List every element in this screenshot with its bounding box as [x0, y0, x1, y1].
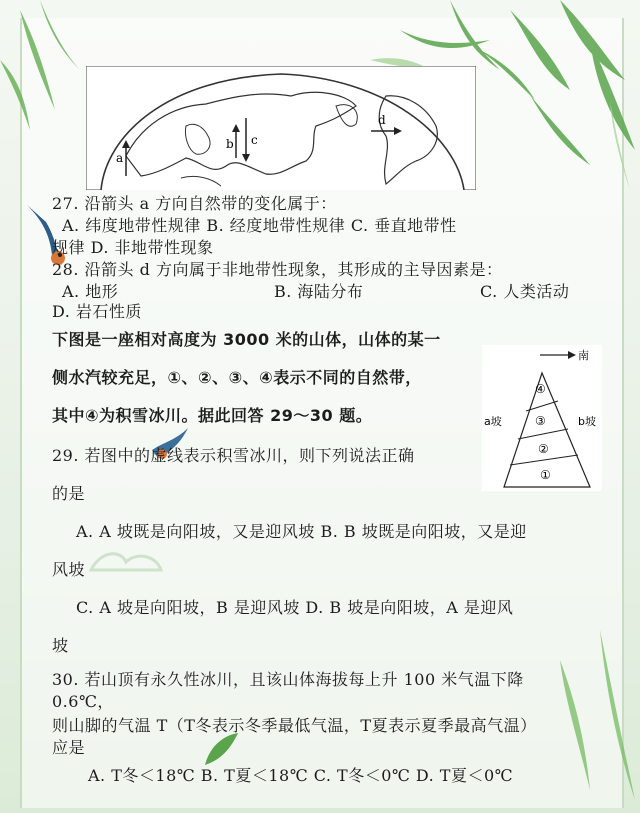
intro-line2: 侧水汽较充足，①、②、③、④表示不同的自然带，: [52, 368, 422, 387]
q29-options-ab-line1: A. A 坡既是向阳坡，又是迎风坡 B. B 坡既是向阳坡，又是迎: [76, 522, 527, 541]
q28-option-a: A. 地形: [62, 282, 119, 301]
q29-stem-line1: 29. 若图中的虚线表示积雪冰川，则下列说法正确: [52, 446, 415, 465]
slope-b-label: b坡: [578, 415, 596, 428]
cloud-decoration: [86, 540, 166, 580]
direction-south-label: 南: [578, 349, 589, 362]
q29-options-cd-line1: C. A 坡是向阳坡，B 是迎风坡 D. B 坡是向阳坡，A 是迎风: [76, 598, 514, 617]
q28-option-d: D. 岩石性质: [52, 302, 142, 321]
zone-2-label: ②: [538, 442, 549, 456]
q29-options-ab-line2: 风坡: [52, 560, 86, 579]
intro-line3: 其中④为积雪冰川。据此回答 29～30 题。: [52, 406, 373, 425]
map-arrow-label-b: b: [226, 137, 234, 151]
q27-stem: 27. 沿箭头 a 方向自然带的变化属于：: [52, 194, 337, 213]
q28-option-b: B. 海陆分布: [274, 282, 364, 301]
map-arrow-label-d: d: [378, 113, 386, 127]
q30-stem-line1: 30. 若山顶有永久性冰川，且该山体海拔每上升 100 米气温下降: [52, 670, 524, 689]
willow-leaves-left: [0, 0, 90, 140]
q28-option-c: C. 人类活动: [480, 282, 570, 301]
zone-1-label: ①: [540, 468, 551, 482]
q28-stem: 28. 沿箭头 d 方向属于非地带性现象，其形成的主导因素是：: [52, 260, 503, 279]
q30-stem-line2: 0.6℃，: [52, 692, 114, 711]
q30-stem-line3: 则山脚的气温 T（T冬表示冬季最低气温，T夏表示夏季最高气温）: [52, 716, 537, 735]
zone-3-label: ③: [535, 414, 546, 428]
map-arrow-label-a: a: [116, 151, 124, 165]
q30-stem-line4: 应是: [52, 738, 86, 757]
q27-options-line1: A. 纬度地带性规律 B. 经度地带性规律 C. 垂直地带性: [62, 216, 457, 235]
q29-stem-line2: 的是: [52, 484, 86, 503]
willow-leaves-bottom-right: [540, 620, 640, 813]
world-map-figure: [86, 66, 476, 190]
slope-a-label: a坡: [484, 415, 502, 428]
falling-leaf: [200, 730, 240, 770]
q30-options: A. T冬＜18℃ B. T夏＜18℃ C. T冬＜0℃ D. T夏＜0℃: [88, 766, 514, 785]
q29-options-cd-line2: 坡: [52, 636, 69, 655]
map-arrow-label-c: c: [251, 133, 258, 147]
q27-options-line2: 规律 D. 非地带性现象: [52, 238, 214, 257]
zone-4-label: ④: [535, 382, 546, 396]
mountain-zone-diagram: [482, 345, 602, 491]
intro-line1: 下图是一座相对高度为 3000 米的山体，山体的某一: [52, 330, 441, 349]
